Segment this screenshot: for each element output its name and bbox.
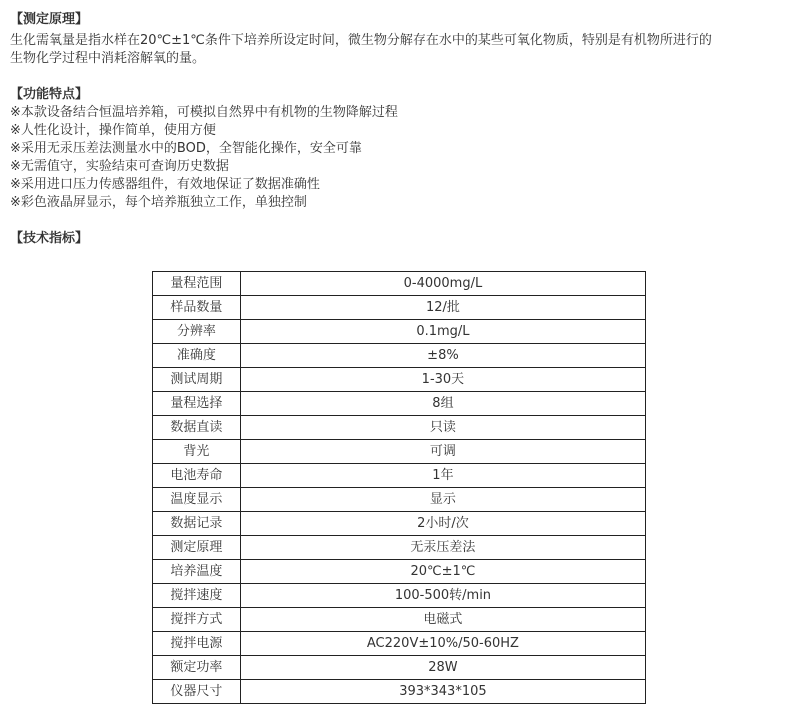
spec-label: 数据直读: [153, 416, 241, 440]
principle-text-line1: 生化需氧量是指水样在20℃±1℃条件下培养所设定时间，微生物分解存在水中的某些可氧化物质，特别是有机物所进行的: [10, 33, 712, 48]
table-row: [153, 536, 646, 560]
spec-value: 电磁式: [240, 608, 645, 632]
spec-label: 搅拌速度: [153, 584, 241, 608]
spec-value: 0.1mg/L: [240, 320, 645, 344]
spec-label: 电池寿命: [153, 464, 241, 488]
spec-value: 显示: [240, 488, 645, 512]
feature-item: ※本款设备结合恒温培养箱，可模拟自然界中有机物的生物降解过程: [10, 105, 398, 120]
table-row: [153, 608, 646, 632]
table-row: [153, 416, 646, 440]
table-row: [153, 296, 646, 320]
feature-item: ※采用无汞压差法测量水中的BOD，全智能化操作，安全可靠: [10, 141, 362, 156]
feature-item: ※无需值守，实验结束可查询历史数据: [10, 159, 229, 174]
table-row: [153, 344, 646, 368]
table-row: [153, 488, 646, 512]
table-row: [153, 272, 646, 296]
table-row: [153, 368, 646, 392]
table-row: [153, 512, 646, 536]
table-row: [153, 392, 646, 416]
table-row: [153, 656, 646, 680]
spec-label: 测试周期: [153, 368, 241, 392]
spec-value: AC220V±10%/50-60HZ: [240, 632, 645, 656]
feature-item: ※采用进口压力传感器组件，有效地保证了数据准确性: [10, 177, 320, 192]
specs-heading: 【技术指标】: [10, 231, 89, 246]
table-row: [153, 464, 646, 488]
spec-label: 背光: [153, 440, 241, 464]
spec-value: 28W: [240, 656, 645, 680]
spec-label: 分辨率: [153, 320, 241, 344]
spec-label: 数据记录: [153, 512, 241, 536]
spec-value: 1-30天: [240, 368, 645, 392]
table-row: [153, 632, 646, 656]
spec-value: 可调: [240, 440, 645, 464]
spec-value: 100-500转/min: [240, 584, 645, 608]
table-row: [153, 584, 646, 608]
spec-label: 测定原理: [153, 536, 241, 560]
spec-value: 0-4000mg/L: [240, 272, 645, 296]
spec-value: 12/批: [240, 296, 645, 320]
spec-label: 搅拌方式: [153, 608, 241, 632]
spec-value: 无汞压差法: [240, 536, 645, 560]
spec-value: 8组: [240, 392, 645, 416]
spec-value: 393*343*105: [240, 680, 645, 704]
spec-label: 温度显示: [153, 488, 241, 512]
principle-text-line2: 生物化学过程中消耗溶解氧的量。: [10, 51, 206, 66]
spec-label: 准确度: [153, 344, 241, 368]
feature-item: ※人性化设计，操作简单，使用方便: [10, 123, 216, 138]
spec-value: ±8%: [240, 344, 645, 368]
spec-label: 样品数量: [153, 296, 241, 320]
spec-value: 只读: [240, 416, 645, 440]
spec-label: 搅拌电源: [153, 632, 241, 656]
spec-label: 仪器尺寸: [153, 680, 241, 704]
feature-item: ※彩色液晶屏显示，每个培养瓶独立工作，单独控制: [10, 195, 307, 210]
table-row: [153, 320, 646, 344]
spec-label: 量程范围: [153, 272, 241, 296]
table-row: [153, 440, 646, 464]
spec-table: [152, 271, 646, 704]
table-row: [153, 680, 646, 704]
features-heading: 【功能特点】: [10, 87, 89, 102]
principle-heading: 【测定原理】: [10, 12, 89, 27]
spec-value: 2小时/次: [240, 512, 645, 536]
spec-value: 20℃±1℃: [240, 560, 645, 584]
spec-label: 额定功率: [153, 656, 241, 680]
spec-value: 1年: [240, 464, 645, 488]
spec-label: 培养温度: [153, 560, 241, 584]
table-row: [153, 560, 646, 584]
spec-label: 量程选择: [153, 392, 241, 416]
